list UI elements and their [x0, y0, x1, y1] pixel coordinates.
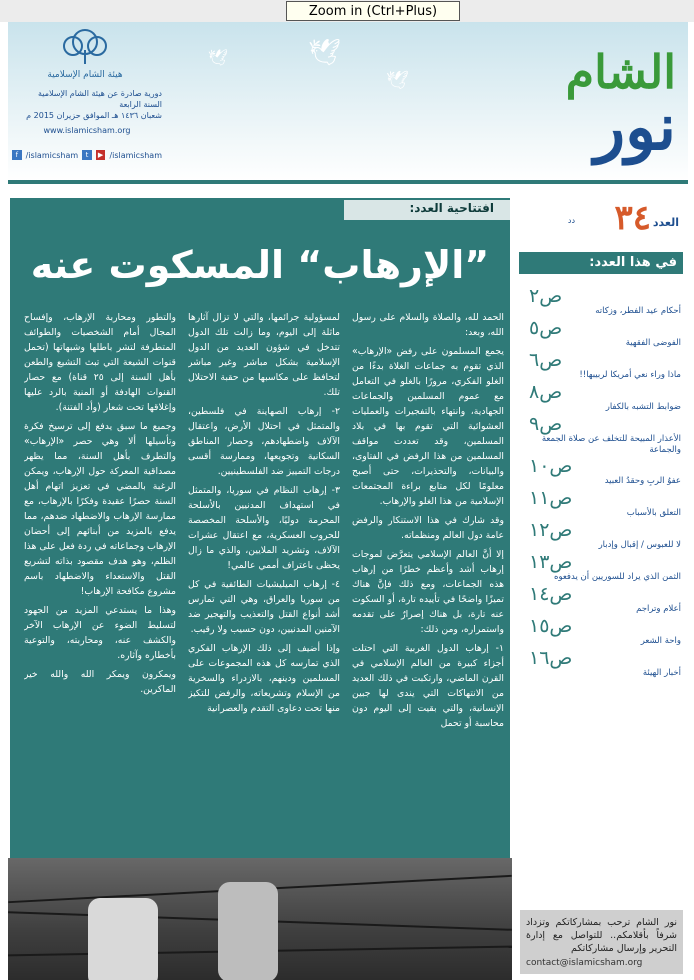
header-divider: [8, 180, 688, 184]
paragraph: يجمع المسلمون على رفض «الإرهاب» الذي تقوم به جماعات الغلاة بدءًا من الغلو الفكري، مرورًا بالغلو في التعامل مع عموم المسلمين والجماعات الجهادية، وانتهاء بالتفجيرات والعمليات العشوائية التي تقوم بها في بلاد المسلمين، وقد تعددت مواقف المسلمين من هذا الرفض في الفتاوى، والبيانات، والتحذيرات، حتى أصبح معلومًا لكل متابع براءة المجتمعات الإسلامية من هذا الغلو والإرهاب.: [352, 346, 504, 507]
paragraph: وقد شارك في هذا الاستنكار والرفض عامة دول العالم ومنظماته.: [352, 515, 504, 541]
publication-info: [12, 88, 162, 136]
bird-icon: 🕊: [208, 48, 229, 67]
toc-page: ص١٠: [529, 455, 573, 477]
toc-title: لا للعبوس / إقبال وإدبار: [598, 540, 681, 550]
toc-page: ص٥: [529, 317, 563, 339]
issue-number-block: [519, 198, 679, 238]
editorial-tab: [344, 200, 510, 220]
issue-suffix: دد: [567, 216, 575, 225]
toc-title: ماذا وراء نعي أمريكا لربيبها!!: [579, 370, 681, 380]
contact-note-text: نور الشام ترحب بمشاركاتكم وتزداد شرفاً بأقلامكم.. للتواصل مع إدارة التحرير وإرسال مشاركاتكم: [526, 917, 677, 954]
paragraph: وهذا ما يستدعي المزيد من الجهود لتسليط الضوء عن الإرهاب الآخر والكشف عنه، ومحاربته، والتوعية بأخطاره وآثاره.: [24, 605, 176, 661]
toc-page: ص١٥: [529, 615, 573, 637]
twitter-icon[interactable]: t: [82, 150, 92, 160]
paragraph: والتطور ومحاربة الإرهاب، وإفساح المجال أمام الشخصيات والطوائف المتطرفة لتشر باطلها وشبهاتها (تحمل قنوات الشيعة التي تبث التشيع والطعن بأهل السنة إلى ٢٥ قناة) مع حصار القنوات الهادفة أو المنية بالرد عليها وإغلاقها تحت شعار (وأد الفتنة).: [24, 312, 176, 413]
social-handle[interactable]: /islamicsham: [25, 150, 79, 160]
fist-image: [88, 898, 158, 980]
table-of-contents: [515, 286, 681, 680]
toc-title: الأعذار المبيحة للتخلف عن صلاة الجمعة والجماعة: [541, 434, 681, 455]
wrist-image: [218, 882, 278, 980]
paragraph: وجميع ما سبق يدفع إلى ترسيخ فكرة وتأسيلها ألا وهي حصر «الإرهاب» والتطرف بأهل السنة، مما يظهر مصداقية المعركة حول الإرهاب، ويمكن الرغبة بالمضي في تعزيز اتهام أهل السنة حصرًا عقيدة وفكرًا بالإرهاب، مع ممارسة الإرهاب والاضطهاد ضدهم، مما يدفع بالمزيد من أبنائهم إلى أحضان الإرهاب وجماعاته في ردة فعل على هذا الظلم، وهو هدف مقصود بذاته لتشريع القتل والاستعداء والاضطهاد باسم مشروع مكافحة الإرهاب!: [24, 421, 176, 597]
toc-item[interactable]: [515, 520, 681, 552]
toc-title: ضوابط التشبه بالكفار: [605, 402, 681, 412]
toc-item[interactable]: [515, 584, 681, 616]
masthead-shaam: الشام: [565, 45, 676, 99]
paragraph: ٤- إرهاب الميليشيات الطائفية في كل من سوريا والعراق، وهي التي تمارس أشد أنواع القتل والتعذيب والتهجير ضد الآمنين المدنيين، دون حسيب ولا رقيب.: [188, 579, 340, 635]
toc-item[interactable]: [515, 552, 681, 584]
editorial-headline: ”الإرهاب“ المسكوت عنه: [30, 243, 490, 287]
toc-item[interactable]: [515, 414, 681, 456]
paragraph: وإذا أضيف إلى ذلك الإرهاب الفكري الذي تمارسه كل هذه المجموعات على المسلمين ودينهم، بالازدراء والسخرية من الإسلام وتشريعاته، والرفض للتكيز منها تحت دعاوى التقدم والعصرانية: [188, 643, 340, 714]
toc-page: ص١٢: [529, 519, 573, 541]
zoom-tooltip: Zoom in (Ctrl+Plus): [286, 1, 460, 21]
toc-page: ص٦: [529, 349, 563, 371]
logo-tree-icon: [55, 26, 115, 66]
toc-page: ص١٣: [529, 551, 573, 573]
contact-email-link[interactable]: contact@islamicsham.org: [526, 958, 643, 968]
toc-title: التعلق بالأسباب: [626, 508, 681, 518]
toc-title: واحة الشعر: [640, 636, 681, 646]
organization-logo: [20, 26, 150, 80]
toc-item[interactable]: [515, 648, 681, 680]
pub-line: دورية صادرة عن هيئة الشام الإسلامية: [37, 89, 162, 98]
editorial-column-1: [352, 310, 504, 850]
contents-heading: في هذا العدد:: [519, 252, 683, 274]
facebook-icon[interactable]: f: [12, 150, 22, 160]
bird-icon: 🕊: [308, 38, 342, 68]
paragraph: إلا أنَّ العالم الإسلامي يتعرَّض لموجات إرهاب أشد وأعظم خطرًا من إرهاب هذه الجماعات، ومع ذلك فإنَّ هناك تميزًا واضحًا في تأييده تارة، أو السكوت عنه تارة، بل هناك إصرارٌ على تقدمه واستمراره، ومن ذلك:: [352, 549, 504, 635]
paragraph: ٣- إرهاب النظام في سوريا، والمتمثل في استهداف المدنيين بالأسلحة المحرمة دوليًا، والأسلحة المخصصة للحروب العسكرية، مع اعتقال عشرات الآلاف، وتشريد الملايين، والذي ما زال يحظى باعتراف أممي عالمي!: [188, 485, 340, 571]
paragraph: ويمكرون ويمكر الله والله خير الماكرين.: [24, 669, 176, 695]
contact-note: [520, 910, 683, 974]
toc-title: أعلام وتراجم: [636, 604, 681, 614]
toc-title: الفوضى الفقهية: [625, 338, 681, 348]
paragraph: لمسؤولية جرائمها، والتي لا تزال آثارها ماثلة إلى اليوم، وما زالت تلك الدول تتدخل في شؤون العديد من الدول الإسلامية بشكل مباشر وغير مباشر لتحافظ على مكاسبها من حقبة الاحتلال تلك.: [188, 312, 340, 398]
issue-label: العدد: [652, 216, 679, 229]
editorial-column-3: [24, 310, 176, 850]
issue-number: ٣٤: [614, 198, 651, 238]
youtube-icon[interactable]: ▶: [96, 150, 106, 160]
toc-page: ص٩: [529, 413, 563, 435]
toc-page: ص١٤: [529, 583, 573, 605]
paragraph: ٢- إرهاب الصهاينة في فلسطين، والمتمثل في احتلال الأرض، واعتقال الآلاف واضطهادهم، وحصار المناطق السكانية وتجويعها، وممارسة أقسى درجات التمييز ضد الفلسطينيين.: [188, 406, 340, 477]
toc-page: ص٢: [529, 285, 563, 307]
editorial-column-2: [188, 310, 340, 850]
website-link[interactable]: www.islamicsham.org: [43, 126, 131, 135]
logo-text: هيئة الشام الإسلامية: [47, 70, 123, 80]
paragraph: الحمد لله، والصلاة والسلام على رسول الله، وبعد:: [352, 312, 504, 338]
masthead-noor: نور: [594, 90, 676, 165]
toc-item[interactable]: [515, 488, 681, 520]
editorial-label: افتتاحية العدد:: [409, 201, 494, 215]
toc-title: الثمن الذي يراد للسوريين أن يدفعوه: [553, 572, 681, 582]
paragraph: ١- إرهاب الدول الغربية التي احتلت أجزاء كبيرة من العالم الإسلامي في القرن الماضي، وارتكبت في ذلك العديد من الانتهاكات التي يندى لها جبين الإنسانية، والتي بقيت إلى اليوم دون محاسبة أو تحمل: [352, 643, 504, 729]
barbed-wire-photo: [8, 858, 512, 980]
toc-page: ص١٦: [529, 647, 573, 669]
toc-title: أحكام عيد الفطر، وزكاته: [595, 306, 681, 316]
toc-title: أخبار الهيئة: [642, 668, 681, 678]
toc-title: عفوُ الربِ وحقدُ العبيد: [604, 476, 681, 486]
pub-line: شعبان ١٤٣٦ هـ الموافق حزيران 2015 م: [26, 111, 162, 120]
toc-item[interactable]: [515, 286, 681, 318]
toc-item[interactable]: [515, 350, 681, 382]
toc-page: ص٨: [529, 381, 563, 403]
social-handle-right[interactable]: /islamicsham: [109, 150, 162, 160]
masthead-title: [565, 45, 676, 165]
contents-sidebar: [515, 196, 685, 968]
toc-item[interactable]: [515, 382, 681, 414]
bird-icon: 🕊: [386, 70, 409, 91]
toc-item[interactable]: [515, 318, 681, 350]
pub-line: السنة الرابعة: [119, 100, 162, 109]
toc-item[interactable]: [515, 456, 681, 488]
social-links: [12, 150, 162, 160]
toc-item[interactable]: [515, 616, 681, 648]
toc-page: ص١١: [529, 487, 573, 509]
